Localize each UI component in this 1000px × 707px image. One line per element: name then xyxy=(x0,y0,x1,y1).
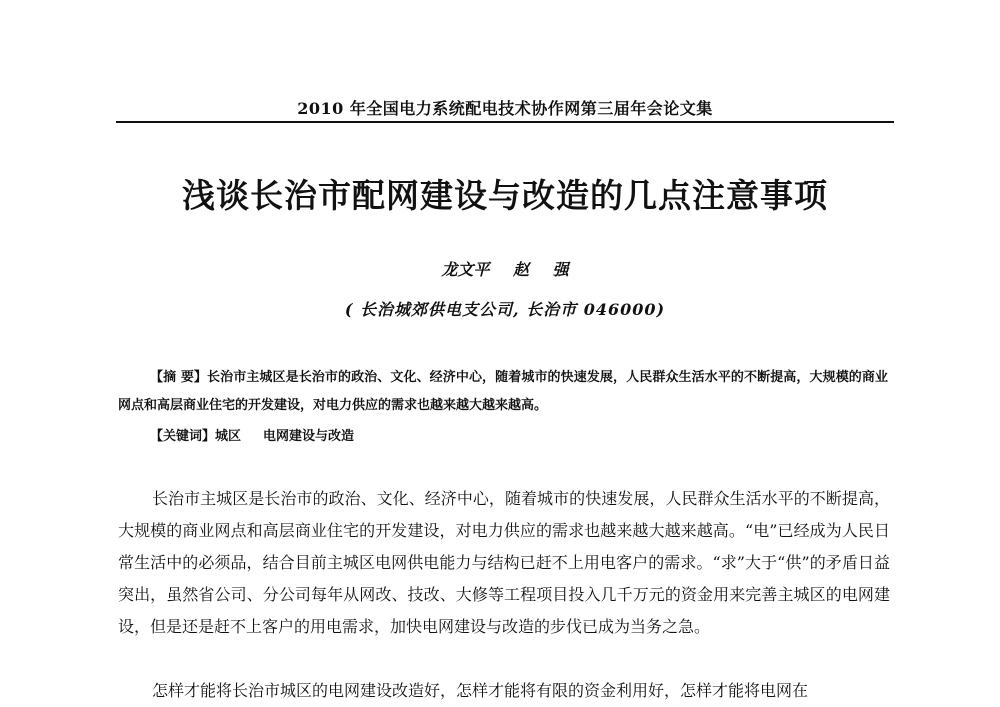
body-paragraph-1: 长治市主城区是长治市的政治、文化、经济中心，随着城市的快速发展，人民群众生活水平的不断提高，大规模的商业网点和高层商业住宅的开发建设，对电力供应的需求也越来越大越来越高。“电”已经成为人民日常生活中的必须品，结合目前主城区电网供电能力与结构已赶不上用电客户的需求。“求”大于“供”的矛盾日益突出，虽然省公司、分公司每年从网改、技改、大修等工程项目投入几千万元的资金用来完善主城区的电网建设，但是还是赶不上客户的用电需求，加快电网建设与改造的步伐已成为当务之急。 xyxy=(118,489,890,636)
keywords-label: 【关键词】 xyxy=(150,429,216,444)
authors: 龙文平 赵 强 xyxy=(441,260,569,279)
affiliation: ( 长治城郊供电支公司, 长治市 046000) xyxy=(344,300,666,319)
keywords xyxy=(150,425,376,449)
paper-title: 浅谈长治市配网建设与改造的几点注意事项 xyxy=(182,176,828,215)
keyword-1: 城区 xyxy=(215,429,242,444)
abstract-label: 【摘 要】 xyxy=(150,370,208,385)
keyword-2: 电网建设与改造 xyxy=(263,429,355,444)
body-paragraph-2: 怎样才能将长治市城区的电网建设改造好，怎样才能将有限的资金利用好，怎样才能将电网在 xyxy=(152,681,809,700)
abstract xyxy=(118,364,888,420)
abstract-text: 长治市主城区是长治市的政治、文化、经济中心，随着城市的快速发展，人民群众生活水平的不断提高，大规模的商业网点和高层商业住宅的开发建设，对电力供应的需求也越来越大越来越高。 xyxy=(118,370,888,413)
header-rule xyxy=(116,121,894,123)
running-header: 2010 年全国电力系统配电技术协作网第三届年会论文集 xyxy=(297,99,713,118)
